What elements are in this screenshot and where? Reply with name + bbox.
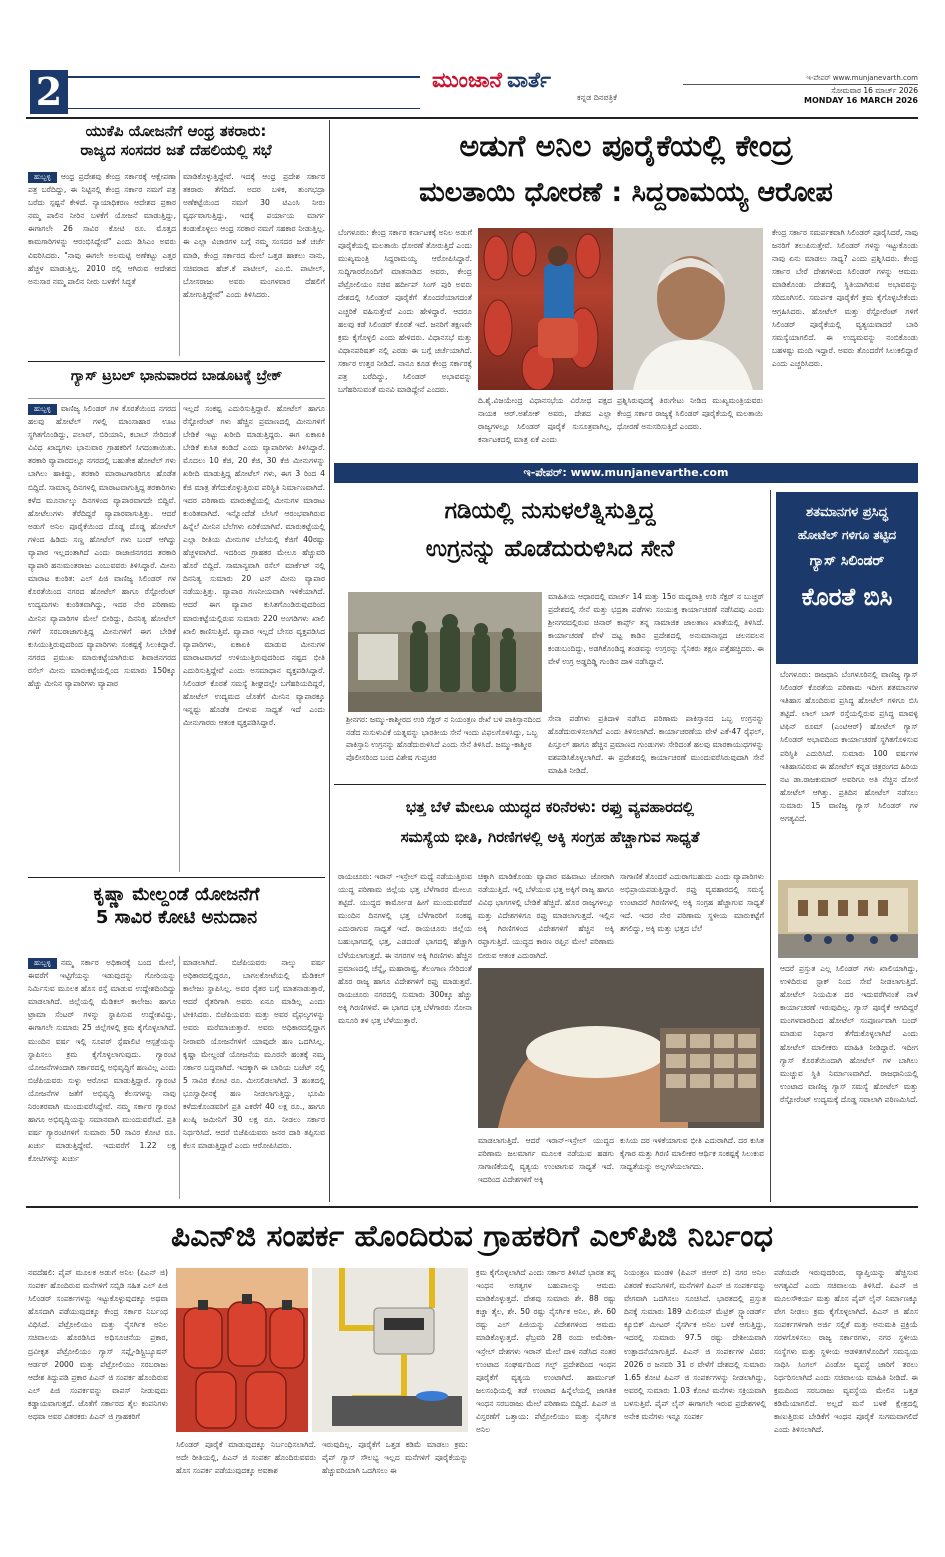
- story4-col2: ಕೇಂದ್ರ ಸರ್ಕಾರ ಸಮರ್ಪಕವಾಗಿ ಸಿಲಿಂಡರ್ ಪೂರೈಸಿದರೆ, ನಾವು ಜನರಿಗೆ ತಲುಪಿಸುತ್ತೇವೆ. ಸಿಲಿಂಡರ್ ಗಳನ್ನು ಇಟ್ಟುಕೊಂಡು ನಾವು ಏನು ಮಾಡಲು ಸಾಧ್ಯ? ಎಂದು ಪ್ರಶ್ನಿಸಿದರು. ಕೇಂದ್ರ ಸರ್ಕಾರ ಬೇರೆ ದೇಶಗಳಿಂದ ಸಿಲಿಂಡರ್ ಗಳನ್ನು ಆಮದು ಮಾಡಿಕೊಂಡು ದೇಶದಲ್ಲಿ ಸ್ಥಿತಿಯಾಗಿರುವ ಅಭಾವವನ್ನು ಸರಿದೂಗಿಸಲಿ. ಸಮರ್ಪಕ ಪೂರೈಕೆಗೆ ಕ್ರಮ ಕೈಗೊಳ್ಳಬೇಕೆಂದು ಆಗ್ರಹಿಸಿದರು. ಹೋಟೆಲ್ ಮತ್ತು ರೆಸ್ಟೋರೆಂಟ್ ಗಳಿಗೆ ಸಿಲಿಂಡರ್ ಪೂರೈಕೆಯಲ್ಲಿ ವ್ಯತ್ಯಯವಾದರೆ ಬಾರಿ ಸಮಸ್ಯೆಯಾಗಲಿದೆ. ಈ ಉದ್ಯಮವನ್ನು ನಂಬಿಕೊಂಡು ಬಹಳಷ್ಟು ಮಂದಿ ಇದ್ದಾರೆ. ಅವರು ತೊಂದರೆಗೆ ಸಿಲುಕಲಿದ್ದಾರೆ ಎಂದು ಎಚ್ಚರಿಸಿದರು.: [772, 228, 918, 368]
- lpg-photo: [478, 228, 613, 390]
- tagline: ಕನ್ನಡ ದಿನಪತ್ರಿಕೆ: [576, 93, 617, 102]
- epaper-url: ಇ-ಪೇಪರ್ www.munjanevarth.com: [683, 74, 918, 85]
- story8-col1: ನವದೆಹಲಿ: ಪೈಪ್ ಮೂಲಕ ಅಡುಗೆ ಅನಿಲ (ಪಿಎನ್ ಜಿ) ಸಂಪರ್ಕ ಹೊಂದಿರುವ ಮನೆಗಳಿಗೆ ಸಬ್ಸಿಡಿ ಸಹಿತ ಎಲ್ ಪಿಜಿ ಸಿಲಿಂಡರ್ ಸಂಪರ್ಕಗಳನ್ನು ಇಟ್ಟುಕೊಳ್ಳುವುದಕ್ಕೂ ಅಥವಾ ಹೊಸದಾಗಿ ಪಡೆಯುವುದಕ್ಕೂ ಕೇಂದ್ರ ಸರ್ಕಾರ ನಿರ್ಬಂಧ ವಿಧಿಸಿದೆ. ಪೆಟ್ರೋಲಿಯಂ ಮತ್ತು ನೈಸರ್ಗಿಕ ಅನಿಲ ಸಚಿವಾಲಯ ಹೊರಡಿಸಿದ ಅಧಿಸೂಚನೆಯ ಪ್ರಕಾರ, ದ್ರವೀಕೃತ ಪೆಟ್ರೋಲಿಯಂ ಗ್ಯಾಸ್ ಸಪ್ಲೈ-ಡಿಸ್ಟ್ರಿಬ್ಯೂಷನ್ ಆರ್ಡರ್ 2000 ಮತ್ತು ಪೆಟ್ರೋಲಿಯಂ ಸರಬರಾಜು ಆದೇಶ ತಿದ್ದುಪಡಿ ಪ್ರಕಾರ ಪಿಎನ್ ಜಿ ಸಂಪರ್ಕ ಹೊಂದಿರುವ ಎಲ್ ಪಿಜಿ ಸಂಪರ್ಕವನ್ನು ವಾಪಸ್ ನೀಡುವುದು ಕಡ್ಡಾಯವಾಗುತ್ತದೆ. ಜೊತೆಗೆ ಸರ್ಕಾರದ ತೈಲ ಕಂಪನಿಗಳು ಅಥವಾ ಅವರ ವಿತರಕರು ಪಿಎನ್ ಜಿ ಗ್ರಾಹಕರಿಗೆ: [28, 1268, 168, 1422]
- story3-col1: ಹುಬ್ಬಳ್ಳಿ ನಮ್ಮ ಸರ್ಕಾರ ಅಧಿಕಾರಕ್ಕೆ ಬಂದ ಮೇಲೆ, ಈವರೆಗೆ ಇಟ್ಟಿಗೆಯನ್ನು ಇಡುವುದನ್ನು ಗೋರಿಯನ್ನು ನಿರ್ಮಿಸುವ ಮೂಲಕ ಹೊಸ ರಸ್ತೆ ಮಾಡುವ ಉದ್ದೇಶದಿಂದಿದ್ದು ಮಾಡಲಾಗಿದೆ. ಜಿಲ್ಲೆಯಲ್ಲಿ ಮೆಡಿಕಲ್ ಕಾಲೇಜು ಹಾಗೂ ಟ್ರಾಮಾ ಸೆಂಟರ್ ಗಳನ್ನು ಸ್ಥಾಪಿಸುವ ಉದ್ದೇಶವಿದ್ದು, ಈಗಾಗಲೇ ಸುಮಾರು 25 ಜಿಲ್ಲೆಗಳಲ್ಲಿ ಕ್ರಮ ಕೈಗೊಳ್ಳಲಾಗಿದೆ. ಮುಂದಿನ ವರ್ಷ ಇಲ್ಲಿ ಸೂಪರ್ ಸ್ಪೆಷಾಲಿಟಿ ಆಸ್ಪತ್ರೆಯನ್ನು ಸ್ಥಾಪಿಸಲು ಕ್ರಮ ಕೈಗೊಳ್ಳಲಾಗುವುದು. ಗ್ಯಾರಂಟಿ ಯೋಜನೆಗಳಿಂದಾಗಿ ಸರ್ಕಾರದಲ್ಲಿ ಅಭಿವೃದ್ಧಿಗೆ ಹಣವಿಲ್ಲ ಎಂದು ಬಿಜೆಪಿಯವರು ಸುಳ್ಳು ಆರೋಪ ಮಾಡುತ್ತಿದ್ದಾರೆ. ಗ್ಯಾರಂಟಿ ಯೋಜನೆಗಳ ಜತೆಗೆ ಅಭಿವೃದ್ಧಿ ಕೆಲಸಗಳನ್ನು ನಾವು ನಿರಂತರವಾಗಿ ಮುಂದುವರೆಸಿದ್ದೇವೆ. ನಮ್ಮ ಸರ್ಕಾರ ಗ್ಯಾರಂಟಿ ಹಾಗೂ ಅಭಿವೃದ್ಧಿಯನ್ನು ಸಮಾನವಾಗಿ ಮುಂದುವರೆಸಿದೆ. ಪ್ರತಿ ವರ್ಷ ಗ್ಯಾರಂಟಿಗಳಿಗೆ ಸುಮಾರು 50 ಸಾವಿರ ಕೋಟಿ ರೂ. ಖರ್ಚು ಮಾಡುತ್ತಿದ್ದೇವೆ. ಇದುವರೆಗೆ 1.22 ಲಕ್ಷ ಕೋಟಿಗಳನ್ನು ಖರ್ಚು: [28, 958, 176, 1164]
- story2-headline: ಗ್ಯಾಸ್ ಟ್ರಬಲ್ ಭಾನುವಾರದ ಬಾಡೂಟಕ್ಕೆ ಬ್ರೇಕ್: [70, 368, 283, 384]
- story2-col2: ಇಲ್ಲದೆ ಸಂಕಷ್ಟ ಎದುರಿಸುತ್ತಿದ್ದಾರೆ. ಹೋಟೆಲ್ ಹಾಗೂ ರೆಸ್ಟೋರೆಂಟ್ ಗಳು ಹೆಚ್ಚಿನ ಪ್ರಮಾಣದಲ್ಲಿ ಮೀನುಗಳಿಗೆ ಬೇಡಿಕೆ ಇಟ್ಟು ಖರೀದಿ ಮಾಡುತ್ತಿದ್ದರು. ಈಗ ಏಕಾಏಕಿ ಬೇಡಿಕೆ ಕುಸಿತ ಕಂಡಿದೆ ಎಂದು ವ್ಯಾಪಾರಿಗಳು ತಿಳಿಸಿದ್ದಾರೆ. ಮೊದಲು 10 ಕೆಜಿ, 20 ಕೆಜಿ, 30 ಕೆಜಿ ಮೀನುಗಳನ್ನು ಖರೀದಿ ಮಾಡುತ್ತಿದ್ದ ಹೋಟೆಲ್ ಗಳು, ಈಗ 3 ರಿಂದ 4 ಕೆಜಿ ಮಾತ್ರ ತೆಗೆದುಕೊಳ್ಳುತ್ತಿರುವ ಪರಿಸ್ಥಿತಿ ನಿರ್ಮಾಣವಾಗಿದೆ. ಇದರ ಪರಿಣಾಮ ಮಾರುಕಟ್ಟೆಯಲ್ಲಿ ಮೀನುಗಳ ಮಾರಾಟ ಕುಂಠಿತವಾಗಿದೆ. ಇನ್ನೊಂದೆಡೆ ಬೇಸಿಗೆ ಆರಂಭವಾಗಿರುವ ಹಿನ್ನೆಲೆ ಮೀನಿನ ಬೆಲೆಗಳು ಏರಿಕೆಯಾಗಿವೆ. ಮಾರುಕಟ್ಟೆಯಲ್ಲಿ ಎಲ್ಲಾ ರೀತಿಯ ಮೀನುಗಳ ಬೆಲೆಯಲ್ಲಿ ಕೆಜಿಗೆ 40ರಷ್ಟು ಹೆಚ್ಚಳವಾಗಿದೆ. ಇದರಿಂದ ಗ್ರಾಹಕರ ಮೇಲೂ ಹೆಚ್ಚುವರಿ ಹೊರೆ ಬಿದ್ದಿದೆ. ಸಾಮಾನ್ಯವಾಗಿ ರಸೆಲ್ ಮಾರ್ಕೆಟ್ ನಲ್ಲಿ ದಿನನಿತ್ಯ ಸುಮಾರು 20 ಟನ್ ಮೀನು ವ್ಯಾಪಾರ ನಡೆಯುತ್ತಿತ್ತು. ವ್ಯಾಪಾರ ಗಣನೀಯವಾಗಿ ಇಳಿಕೆಯಾಗಿದೆ. ಆದರೆ ಈಗ ವ್ಯಾಪಾರ ಕುಸಿತಗೊಂಡಿರುವುದರಿಂದ ಮಾರುಕಟ್ಟೆಯಲ್ಲಿರುವ ಸುಮಾರು 220 ಅಂಗಡಿಗಳು ಖಾಲಿ ಖಾಲಿ ಕಾಣಿಸುತ್ತಿವೆ. ವ್ಯಾಪಾರ ಇಲ್ಲದೆ ಬೇಸರ ವ್ಯಕ್ತಪಡಿಸಿದ ವ್ಯಾಪಾರಿಗಳು, ಏಕಾಏಕಿ ಮಾಡುವ ಮೀನುಗಳ ಮಾರಾಟವಾಗದೆ ಉಳಿಯುತ್ತಿರುವುದರಿಂದ ನಷ್ಟದ ಭೀತಿ ಎದುರಿಸುತ್ತಿದ್ದೇವೆ ಎಂದು ಅಸಮಾಧಾನ ವ್ಯಕ್ತಪಡಿಸಿದ್ದಾರೆ. ಸಿಲಿಂಡರ್ ಕೊರತೆ ಸಮಸ್ಯೆ ಶೀಘ್ರದಲ್ಲೇ ಬಗೆಹರಿಯದಿದ್ದರೆ, ಹೋಟೆಲ್ ಉದ್ಯಮದ ಜೊತೆಗೆ ಮೀನಿನ ವ್ಯಾಪಾರಕ್ಕೂ ಇನ್ನಷ್ಟು ಹೊಡೆತ ಬೀಳುವ ಸಾಧ್ಯತೆ ಇದೆ ಎಂದು ಮೀನುಗಾರರು ಆತಂಕ ವ್ಯಕ್ತಪಡಿಸಿದ್ದಾರೆ.: [183, 404, 325, 728]
- dateline-tag: ಹುಬ್ಬಳ್ಳಿ: [28, 404, 57, 415]
- lpg-cylinders-photo: [176, 1268, 308, 1432]
- story7-headline-box: ಶತಮಾನಗಳ ಪ್ರಸಿದ್ಧ ಹೋಟೆಲ್ ಗಳಿಗೂ ತಟ್ಟಿದ ಗ್ಯಾಸ್ ಸಿಲಿಂಡರ್ ಕೊರತೆ ಬಿಸಿ: [776, 492, 918, 664]
- masthead-date-box: [683, 74, 918, 114]
- date-kannada: ಸೋಮವಾರ 16 ಮಾರ್ಚ್ 2026: [831, 86, 918, 95]
- story8-headline: ಪಿಎನ್‌ಜಿ ಸಂಪರ್ಕ ಹೊಂದಿರುವ ಗ್ರಾಹಕರಿಗೆ ಎಲ್‌ಪಿಜಿ ನಿರ್ಬಂಧ: [171, 1219, 773, 1254]
- date-english: MONDAY 16 MARCH 2026: [804, 96, 918, 105]
- epaper-bar: ಇ-ಪೇಪರ್: www.munjanevarthe.com: [334, 463, 918, 483]
- story7-text-bottom: ಆದರೆ ಪ್ರಸ್ತುತ ಎಲ್ಲ ಸಿಲಿಂಡರ್ ಗಳು ಖಾಲಿಯಾಗಿದ್ದು, ಉಳಿದಿರುವ ಸ್ಟಾಕ್ ನಿಂದ ಸೇವೆ ನೀಡಲಾಗುತ್ತಿದೆ. ಹೋಟೆಲ್ ನಿಯಮಿತ ದರ ಇದುವರೆಗಿನಂತೆ ನಾಳೆ ಕಾರ್ಯಾಚರಣೆ ಇರುವುದಿಲ್ಲ. ಗ್ಯಾಸ್ ಪೂರೈಕೆ ಆಗದಿದ್ದರೆ ಮಂಗಳವಾರದಿಂದ ಹೋಟೆಲ್ ಸಂಪೂರ್ಣವಾಗಿ ಬಂದ್ ಮಾಡುವ ನಿರ್ಧಾರ ತೆಗೆದುಕೊಳ್ಳಲಾಗಿದೆ ಎಂದು ಹೋಟೆಲ್ ಮಾಲೀಕರು ಮಾಹಿತಿ ನೀಡಿದ್ದಾರೆ. ಇದೀಗ ಗ್ಯಾಸ್ ಕೊರತೆಯಿಂದಾಗಿ ಹೋಟೆಲ್ ಗಳ ಬಾಗಿಲು ಮುಚ್ಚುವ ಸ್ಥಿತಿ ನಿರ್ಮಾಣವಾಗಿದೆ. ರಾಜಧಾನಿಯಲ್ಲಿ ಉಂಟಾದ ವಾಣಿಜ್ಯ ಗ್ಯಾಸ್ ಸಮಸ್ಯೆ ಹೋಟೆಲ್ ಮತ್ತು ರೆಸ್ಟೋರೆಂಟ್ ಉದ್ಯಮಕ್ಕೆ ದೊಡ್ಡ ಸವಾಲಾಗಿ ಪರಿಣಮಿಸಿದೆ.: [780, 964, 918, 1104]
- dateline-tag: ಹುಬ್ಬಳ್ಳಿ: [28, 958, 57, 969]
- story6-col2: ಚಿಕ್ಕಾಗಿ ಮಾಡಿಕೊಂಡು ವ್ಯಾಪಾರ ವಹಿವಾಟು ಜೋರಾಗಿ ನಡೆಯುತ್ತಿದೆ. ಇಲ್ಲಿ ಬೆಳೆಯುವ ಭತ್ತ ಅಕ್ಕಿಗೆ ರಾಜ್ಯ ಹಾಗೂ ವಿವಿಧ ಭಾಗಗಳಲ್ಲಿ ಬೇಡಿಕೆ ಹೆಚ್ಚಿದೆ. ಹೊರ ರಾಜ್ಯಗಳಲ್ಲೂ ಮತ್ತು ವಿದೇಶಗಳಿಗೂ ರಫ್ತು ಮಾಡಲಾಗುತ್ತದೆ. ಇಲ್ಲಿನ ಅಕ್ಕಿ ಗಿರಣಿಗಳಿಂದ ವಿದೇಶಗಳಿಗೆ ಹೆಚ್ಚಿನ ಅಕ್ಕಿ ರಫ್ತಾಗುತ್ತಿದೆ. ಯುದ್ಧದ ಕಾರಣ ರಫ್ತಿನ ಮೇಲೆ ಪರಿಣಾಮ ಬೀರುವ ಆತಂಕ ಎದುರಾಗಿದೆ.: [478, 872, 614, 960]
- story4-bottom-right: ಪ್ರಶ್ನಿಸಿರುವುದಕ್ಕೆ ತಿರುಗೇಟು ನೀಡಿದ ಮುಖ್ಯಮಂತ್ರಿಯವರು ಕೇಂದ್ರ ಸರ್ಕಾರ ರಾಜ್ಯಕ್ಕೆ ಸಿಲಿಂಡರ್ ಪೂರೈಕೆಯಲ್ಲಿ ಮಲತಾಯಿ ಧೋರಣೆ ಅನುಸರಿಸುತ್ತಿದೆ ಎಂದರು.: [617, 396, 763, 432]
- masthead-logo: [432, 68, 652, 118]
- story5-text-bottom: ಸೇನಾ ಪಡೆಗಳು ಪ್ರತಿದಾಳಿ ನಡೆಸಿದ ಪರಿಣಾಮ ಪಾಕಿಸ್ತಾನದ ಒಬ್ಬ ಉಗ್ರನನ್ನು ಹೊಡೆದುರುಳಿಸಲಾಗಿದೆ ಎಂದು ತಿಳಿಸಲಾಗಿದೆ. ಕಾರ್ಯಾಚರಣೆಯ ವೇಳೆ ಎಕೆ-47 ರೈಫಲ್, ಪಿಸ್ತೂಲ್ ಹಾಗೂ ಹೆಚ್ಚಿನ ಪ್ರಮಾಣದ ಗುಂಡುಗಳು ಸೇರಿದಂತೆ ಹಲವು ಮಾರಕಾಯುಧಗಳನ್ನು ವಶಪಡಿಸಿಕೊಳ್ಳಲಾಗಿದೆ. ಈ ಪ್ರದೇಶದಲ್ಲಿ ಕಾರ್ಯಾಚರಣೆ ಮುಂದುವರೆಸಿರುವುದಾಗಿ ಸೇನೆ ಮಾಹಿತಿ ನೀಡಿದೆ.: [548, 714, 764, 776]
- chief-minister-photo: [613, 228, 763, 390]
- story5-headline: ಗಡಿಯಲ್ಲಿ ನುಸುಳಲೆತ್ನಿಸುತ್ತಿದ್ದ ಉಗ್ರನನ್ನು ಹೊಡೆದುರುಳಿಸಿದ ಸೇನೆ: [425, 498, 675, 562]
- paper-name-2: ವಾರ್ತೆ: [507, 68, 551, 92]
- story1-col1: ಹುಬ್ಬಳ್ಳಿ ಆಂಧ್ರ ಪ್ರದೇಶವು ಕೇಂದ್ರ ಸರ್ಕಾರಕ್ಕೆ ಆಕ್ಷೇಪಣಾ ಪತ್ರ ಬರೆದಿದ್ದು, ಈ ನಿಟ್ಟಿನಲ್ಲಿ ಕೇಂದ್ರ ಸರ್ಕಾರ ನಮಗೆ ಪತ್ರ ಬರೆದು ಸ್ಪಷ್ಟನೆ ಕೇಳಿದೆ. ನ್ಯಾಯಾಧಿಕರಣ ಆದೇಶದ ಪ್ರಕಾರ ನಮ್ಮ ಪಾಲಿನ ನೀರಿನ ಬಳಕೆಗೆ ಯೋಜನೆ ಮಾಡುತ್ತಿದ್ದು, ಈಗಾಗಲೇ 26 ಸಾವಿರ ಕೋಟಿ ರೂ. ಮೊತ್ತದ ಕಾಮಗಾರಿಗಳನ್ನು ಆರಂಭಿಸಿದ್ದೇವೆ" ಎಂದು ಡಿಸಿಎಂ ಅವರು ವಿವರಿಸಿದರು. "ನಾವು ಈಗಲೇ ಅಲಮಟ್ಟಿ ಅಣೆಕಟ್ಟು ಎತ್ತರ ಹೆಚ್ಚಳ ಮಾಡುತ್ತಿಲ್ಲ. 2010 ರಲ್ಲಿ ಆಗಿರುವ ಆದೇಶದ ಅನುಸಾರ ನಮ್ಮ ಪಾಲಿನ ನೀರು ಬಳಕೆಗೆ ಸಿದ್ಧತೆ: [28, 172, 176, 286]
- paper-name-1: ಮುಂಜಾನೆ: [432, 68, 502, 92]
- story6-bottom-a: ಮಾಡಲಾಗುತ್ತಿದೆ. ಆದರೆ ಇರಾನ್-ಇಸ್ರೇಲ್ ಯುದ್ಧದ ಪರಿಣಾಮ ಜಲಮಾರ್ಗ ಮೂಲಕ ನಡೆಯುವ ಹಡಗು ಸಾಗಾಣಿಕೆಯಲ್ಲಿ ವ್ಯತ್ಯಯ ಉಂಟಾಗುವ ಸಾಧ್ಯತೆ ಇದೆ. ಇದರಿಂದ ವಿದೇಶಗಳಿಗೆ ಅಕ್ಕಿ: [478, 1136, 614, 1185]
- rice-photo: [478, 968, 764, 1128]
- story1-col2: ಮಾಡಿಕೊಳ್ಳುತ್ತಿದ್ದೇವೆ. ಇದಕ್ಕೆ ಆಂಧ್ರ ಪ್ರದೇಶ ಸರ್ಕಾರ ತಕರಾರು ತೆಗೆದಿದೆ. ಅದರ ಬಳಿಕ, ತುಂಗಭದ್ರಾ ಅಣೆಕಟ್ಟೆಯಿಂದ ನಮಗೆ 30 ಟಿಎಂಸಿ ನೀರು ವ್ಯರ್ಥವಾಗುತ್ತಿದ್ದು, ಇದಕ್ಕೆ ಪರ್ಯಾಯ ಮಾರ್ಗ ಕಂಡುಕೊಳ್ಳಲು ಆಂಧ್ರ ಸರಕಾರ ನಮಗೆ ಸಹಕಾರ ನೀಡುತ್ತಿಲ್ಲ. ಈ ಎಲ್ಲಾ ವಿಚಾರಗಳ ಬಗ್ಗೆ ನಮ್ಮ ಸಂಸದರ ಜತೆ ಚರ್ಚೆ ಮಾಡಿ, ಕೇಂದ್ರ ಸರ್ಕಾರದ ಮೇಲೆ ಒತ್ತಡ ಹಾಕಲು ನಾನು, ಸಚಿವರಾದ ಹೆಚ್.ಕೆ ಪಾಟೀಲ್, ಎಂ.ಬಿ. ಪಾಟೀಲ್, ಬೋಸರಾಜು ಅವರು ಮಂಗಳವಾರ ದೆಹಲಿಗೆ ಹೋಗುತ್ತಿದ್ದೇವೆ" ಎಂದು ತಿಳಿಸಿದರು.: [183, 172, 325, 299]
- story8-mid-text2: ಇರುವುದಿಲ್ಲ. ಪೂರೈಕೆಗೆ ಒತ್ತಡ ಕಡಿಮೆ ಮಾಡಲು ಕ್ರಮ: ಪೈಪ್ ಗ್ಯಾಸ್ ಸೌಲಭ್ಯ ಇಲ್ಲದ ಮನೆಗಳಿಗೆ ಪೂರೈಕೆಯನ್ನು ಹೆಚ್ಚುವರಿಯಾಗಿ ಒದಗಿಸಲು ಈ: [322, 1440, 468, 1476]
- hotel-photo: [778, 880, 918, 958]
- story6-bottom-b: ಕುಸಿಯ ದರ ಇಳಿಕೆಯಾಗುವ ಭೀತಿ ಎದುರಾಗಿದೆ. ದರ ಕುಸಿತ ಕೈಗಾರ ಮತ್ತು ಗಿರಣಿ ಮಾಲೀಕರ ಆರ್ಥಿಕ ಸಂಕಷ್ಟಕ್ಕೆ ಸಿಲುಕುವ ಸಾಧ್ಯತೆಯನ್ನು ಅಲ್ಲಗಳೆಯಲಾಗದು.: [620, 1136, 764, 1172]
- story6-col3: ಸಾಗಾಣಿಕೆ ತೊಂದರೆ ಎದುರಾಗಬಹುದು ಎಂದು ವ್ಯಾಪಾರಿಗಳು ಅಭಿಪ್ರಾಯಪಡುತ್ತಿದ್ದಾರೆ. ರಫ್ತು ವ್ಯವಹಾರದಲ್ಲಿ ಸಮಸ್ಯೆ ಉಂಟಾದರೆ ಗಿರಣಿಗಳಲ್ಲಿ ಅಕ್ಕಿ ಸಂಗ್ರಹ ಹೆಚ್ಚಾಗುವ ಸಾಧ್ಯತೆ ಇದೆ. ಇದರ ನೇರ ಪರಿಣಾಮ ಸ್ಥಳೀಯ ಮಾರುಕಟ್ಟೆಗೆ ತಗಲಿದ್ದು, ಅಕ್ಕಿ ಮತ್ತು ಭತ್ತದ ಬೆಲೆ: [620, 872, 764, 934]
- page-number: 2: [35, 69, 63, 114]
- story8-mid-text: ಸಿಲಿಂಡರ್ ಪೂರೈಕೆ ಮಾಡುವುದಕ್ಕೂ ನಿರ್ಬಂಧಿಸಲಾಗಿದೆ. ಅದೇ ರೀತಿಯಲ್ಲಿ, ಪಿಎನ್ ಜಿ ಸಂಪರ್ಕ ಹೊಂದಿರುವವರು ಹೊಸ ಸಂಪರ್ಕ ಪಡೆಯುವುದಕ್ಕೂ ಅವಕಾಶ: [176, 1440, 316, 1476]
- story4-col1: ಬೆಂಗಳೂರು: ಕೇಂದ್ರ ಸರ್ಕಾರ ಕರ್ನಾಟಕಕ್ಕೆ ಅನಿಲ ಅಡುಗೆ ಪೂರೈಕೆಯಲ್ಲಿ ಮಲತಾಯಿ ಧೋರಣೆ ತೋರುತ್ತಿದೆ ಎಂದು ಮುಖ್ಯಮಂತ್ರಿ ಸಿದ್ದರಾಮಯ್ಯ ಆರೋಪಿಸಿದ್ದಾರೆ. ಸುದ್ದಿಗಾರರೊಂದಿಗೆ ಮಾತನಾಡಿದ ಅವರು, ಕೇಂದ್ರ ಪೆಟ್ರೋಲಿಯಂ ಸಚಿವ ಹರ್ದೀಪ್ ಸಿಂಗ್ ಪುರಿ ಅವರು ದೇಶದಲ್ಲಿ ಸಿಲಿಂಡರ್ ಪೂರೈಕೆಗೆ ತೊಂದರೆಯಾಗದಂತೆ ಎಚ್ಚರಿಕೆ ವಹಿಸುತ್ತೇವೆ ಎಂದು ಹೇಳಿದ್ದಾರೆ. ಆದರೂ ಹಲವು ಕಡೆ ಸಿಲಿಂಡರ್ ಕೊರತೆ ಇದೆ. ಜನರಿಗೆ ತಕ್ಷಣವೇ ಕ್ರಮ ಕೈಗೊಳ್ಳಲಿ ಎಂದು ಹೇಳಿದರು. ವಿಧಾನಸಭೆ ಮತ್ತು ವಿಧಾನಪರಿಷತ್ ನಲ್ಲಿ ಎರಡು ಈ ಬಗ್ಗೆ ಚರ್ಚೆಯಾಗಿದೆ. ಸರ್ಕಾರ ಉತ್ತರ ನೀಡಿದೆ. ನಾನೂ ಕೂಡ ಕೇಂದ್ರ ಸರ್ಕಾರಕ್ಕೆ ಪತ್ರ ಬರೆದಿದ್ದು, ಸಿಲಿಂಡರ್ ಅಭಾವವನ್ನು ಬಗೆಹರಿಸುವಂತೆ ಮನವಿ ಮಾಡಿದ್ದೇನೆ ಎಂದರು.: [338, 228, 472, 395]
- story4-headline: ಅಡುಗೆ ಅನಿಲ ಪೂರೈಕೆಯಲ್ಲಿ ಕೇಂದ್ರ ಮಲತಾಯಿ ಧೋರಣೆ : ಸಿದ್ದರಾಮಯ್ಯ ಆರೋಪ: [419, 129, 833, 208]
- story7-text-top: ಬೆಂಗಳೂರು: ರಾಜಧಾನಿ ಬೆಂಗಳೂರಿನಲ್ಲಿ ವಾಣಿಜ್ಯ ಗ್ಯಾಸ್ ಸಿಲಿಂಡರ್ ಕೊರತೆಯ ಪರಿಣಾಮ ಇದೀಗ ಶತಮಾನಗಳ ಇತಿಹಾಸ ಹೊಂದಿರುವ ಪ್ರಸಿದ್ಧ ಹೋಟೆಲ್ ಗಳಿಗೂ ಬಿಸಿ ತಟ್ಟಿದೆ. ಲಾಲ್ ಬಾಗ್ ರಸ್ತೆಯಲ್ಲಿರುವ ಪ್ರಸಿದ್ಧ ಮಾವಳ್ಳಿ ಟಿಫಿನ್ ರೂಮ್ (ಎಂಟಿಆರ್) ಹೋಟೆಲ್ ಗ್ಯಾಸ್ ಸಿಲಿಂಡರ್ ಅಭಾವದಿಂದ ಕಾರ್ಯಾಚರಣೆ ಸ್ಥಗಿತಗೊಳಿಸುವ ಪರಿಸ್ಥಿತಿ ಎದುರಿಸಿದೆ. ಸುಮಾರು 100 ವರ್ಷಗಳ ಇತಿಹಾಸವಿರುವ ಈ ಹೋಟೆಲ್ ಕನ್ನಡ ಚಿತ್ರರಂಗದ ಹಿರಿಯ ನಟ ಡಾ.ರಾಜಕುಮಾರ್ ಅವರಿಗೂ ಅತಿ ನೆಚ್ಚಿನ ದೋಸೆ ಹೋಟೆಲ್ ಆಗಿತ್ತು. ಪ್ರತಿದಿನ ಹೋಟೆಲ್ ನಡೆಸಲು ಸುಮಾರು 15 ವಾಣಿಜ್ಯ ಗ್ಯಾಸ್ ಸಿಲಿಂಡರ್ ಗಳ ಅಗತ್ಯವಿದೆ.: [780, 670, 918, 824]
- story2-col1: ಹುಬ್ಬಳ್ಳಿ ವಾಣಿಜ್ಯ ಸಿಲಿಂಡರ್ ಗಳ ಕೊರತೆಯಿಂದ ನಗರದ ಹಲವು ಹೋಟೆಲ್ ಗಳಲ್ಲಿ ಮಾಂಸಾಹಾರ ಊಟ ಸ್ಥಗಿತಗೊಂಡಿದ್ದು, ಪಲಾವ್, ಬಿರಿಯಾನಿ, ಕಬಾಬ್ ಸೇರಿದಂತೆ ವಿವಿಧ ಖಾದ್ಯಗಳು ಭಾನುವಾರ ಗ್ರಾಹಕರಿಗೆ ಸಿಗದಂತಾಯಿತು. ತರಕಾರಿ ವ್ಯಾಪಾರದಲ್ಲೂ ನಗರದಲ್ಲಿ ಬಹುತೇಕ ಹೋಟೆಲ್ ಗಳು ಬಾಗಿಲು ಹಾಕಿದ್ದು, ತರಕಾರಿ ಮಾರಾಟಗಾರರಿಗೂ ಹೊಡೆತ ಬಿದ್ದಿದೆ. ಸಾಮಾನ್ಯ ದಿನಗಳಲ್ಲಿ ಮಾರಾಟವಾಗುತ್ತಿದ್ದ ತರಕಾರಿಗಳು ಕಳೆದ ಮೂರ್ನಾಲ್ಕು ದಿನಗಳಿಂದ ವ್ಯಾಪಾರವಾಗದೇ ಬಿದ್ದಿವೆ. ಹೋಟೆಲುಗಳು ತೆರೆದಿದ್ದರೆ ವ್ಯಾಪಾರವಾಗುತ್ತಿತ್ತು. ಆದರೆ ಅಡುಗೆ ಅನಿಲ ಪೂರೈಕೆಯಿಂದ ದೊಡ್ಡ ದೊಡ್ಡ ಹೋಟೆಲ್ ಗಳಿಂದ ಹಿಡಿದು ಸಣ್ಣ ಹೋಟೆಲ್ ಗಳು ಬಂದ್ ಆಗಿದ್ದು ವ್ಯಾಪಾರ ಇಲ್ಲದಂತಾಗಿದೆ ಎಂದು ರಾಜಾಜಿನಗರದ ತರಕಾರಿ ವ್ಯಾಪಾರಿ ಹನುಮಂತರಾಜು ಎಂಬುವವರು ತಿಳಿಸಿದ್ದಾರೆ. ಮೀನು ಮಾರಾಟ ಕುಂಠಿತ: ಎಲ್ ಪಿಜಿ ವಾಣಿಜ್ಯ ಸಿಲಿಂಡರ್ ಗಳ ಕೊರತೆಯಿಂದ ನಗರದ ಹೋಟೆಲ್ ಹಾಗೂ ರೆಸ್ಟೋರೆಂಟ್ ಉದ್ಯಮಗಳು ಕುಂಠಿತವಾಗಿದ್ದು, ಇದರ ನೇರ ಪರಿಣಾಮ ಮೀನಿನ ವ್ಯಾಪಾರಿಗಳ ಮೇಲೆ ಬೀರಿದ್ದು, ದಿನನಿತ್ಯ ಹೋಟೆಲ್ ಗಳಿಗೆ ಸರಬರಾಜಾಗುತ್ತಿದ್ದ ಮೀನುಗಳಿಗೆ ಈಗ ಬೇಡಿಕೆ ಕುಸಿಯುತ್ತಿರುವುದರಿಂದ ವ್ಯಾಪಾರಿಗಳು ಸಂಕಷ್ಟಕ್ಕೆ ಸಿಲುಕಿದ್ದಾರೆ. ನಗರದ ಪ್ರಮುಖ ಮಾರುಕಟ್ಟೆಯಾಗಿರುವ ಶಿವಾಜಿನಗರದ ರಸೆಲ್ ಮೀನು ಮಾರುಕಟ್ಟೆಯಲ್ಲಿಂದ ಸುಮಾರು 150ಕ್ಕೂ ಹೆಚ್ಚು ಮೀನಿನ ವ್ಯಾಪಾರಿಗಳು ವ್ಯಾಪಾರ: [28, 404, 176, 688]
- story8-col3: ಕ್ರಮ ಕೈಗೊಳ್ಳಲಾಗಿದೆ ಎಂದು ಸರ್ಕಾರ ತಿಳಿಸಿದೆ ಭಾರತ ತನ್ನ ಇಂಧನ ಅಗತ್ಯಗಳ ಬಹುಪಾಲನ್ನು ಆಮದು ಮಾಡಿಕೊಳ್ಳುತ್ತದೆ. ದೇಶವು ಸುಮಾರು ಶೇ. 88 ರಷ್ಟು ಕಚ್ಚಾ ತೈಲ, ಶೇ. 50 ರಷ್ಟು ನೈಸರ್ಗಿಕ ಅನಿಲ, ಶೇ. 60 ರಷ್ಟು ಎಲ್ ಪಿಜಿಯನ್ನು ವಿದೇಶಗಳಿಂದ ಆಮದು ಮಾಡಿಕೊಳ್ಳುತ್ತದೆ. ಫೆಬ್ರವರಿ 28 ರಂದು ಅಮೆರಿಕಾ-ಇಸ್ರೇಲ್ ದೇಶಗಳು ಇರಾನ್ ಮೇಲೆ ದಾಳಿ ನಡೆಸಿದ ನಂತರ ಉಂಟಾದ ಸಂಘರ್ಷದಿಂದ ಗಲ್ಫ್ ಪ್ರದೇಶದಿಂದ ಇಂಧನ ಪೂರೈಕೆಗೆ ವ್ಯತ್ಯಯ ಉಂಟಾಗಿದೆ. ಹಾರ್ಮುಜ್ ಜಲಸಂಧಿಯಲ್ಲಿ ತಡೆ ಉಂಟಾದ ಹಿನ್ನೆಲೆಯಲ್ಲಿ ಜಾಗತಿಕ ಇಂಧನ ಸರಬರಾಜು ಮೇಲೆ ಪರಿಣಾಮ ಬಿದ್ದಿದೆ. ಪಿಎನ್ ಜಿ ವಿಸ್ತರಣೆಗೆ ಒತ್ತಾಯ: ಪೆಟ್ರೋಲಿಯಂ ಮತ್ತು ನೈಸರ್ಗಿಕ ಅನಿಲ: [476, 1268, 616, 1435]
- soldiers-photo: [348, 592, 542, 712]
- dateline-tag: ಹುಬ್ಬಳ್ಳಿ: [28, 172, 57, 183]
- story8-col4: ನಿಯಂತ್ರಣ ಮಂಡಳಿ (ಪಿಎನ್ ಜಿಆರ್ ಬಿ) ನಗರ ಅನಿಲ ವಿತರಣೆ ಕಂಪನಿಗಳಿಗೆ, ಮನೆಗಳಿಗೆ ಪಿಎನ್ ಜಿ ಸಂಪರ್ಕವನ್ನು ವೇಗವಾಗಿ ಒದಗಿಸಲು ಸೂಚಿಸಿದೆ. ಭಾರತದಲ್ಲಿ ಪ್ರಸ್ತುತ ದಿನಕ್ಕೆ ಸುಮಾರು 189 ಮಿಲಿಯನ್ ಮೆಟ್ರಿಕ್ ಸ್ಟ್ಯಾಂಡರ್ಡ್ ಕ್ಯೂಬಿಕ್ ಮೀಟರ್ ನೈಸರ್ಗಿಕ ಅನಿಲ ಬಳಕೆ ಆಗುತ್ತಿದ್ದು, ಇದರಲ್ಲಿ ಸುಮಾರು 97.5 ರಷ್ಟು ದೇಶೀಯವಾಗಿ ಉತ್ಪಾದನೆಯಾಗುತ್ತಿದೆ. ಪಿಎನ್ ಜಿ ಸಂಪರ್ಕಗಳ ವಿವರ: 2026 ರ ಜನವರಿ 31 ರ ವೇಳೆಗೆ ದೇಶದಲ್ಲಿ ಸುಮಾರು 1.65 ಕೋಟಿ ಪಿಎನ್ ಜಿ ಸಂಪರ್ಕಗಳನ್ನು ನೀಡಲಾಗಿದ್ದು, ಅವರಲ್ಲಿ ಸುಮಾರು 1.03 ಕೋಟಿ ಮನೆಗಳು ಸಕ್ರಿಯವಾಗಿ ಬಳಸುತ್ತಿವೆ. ಪೈಪ್ ಲೈನ್ ಈಗಾಗಲೇ ಇರುವ ಪ್ರದೇಶಗಳಲ್ಲಿ ಅನೇಕ ಮನೆಗಳು ಇನ್ನೂ ಸಂಪರ್ಕ: [624, 1268, 766, 1422]
- gas-meter-photo: [312, 1268, 468, 1432]
- story8-col5: ಪಡೆಯದೇ ಇರುವುದರಿಂದ, ವ್ಯಾಪ್ತಿಯನ್ನು ಹೆಚ್ಚಿಸುವ ಅಗತ್ಯವಿದೆ ಎಂದು ಸಚಿವಾಲಯ ತಿಳಿಸಿದೆ. ಪಿಎನ್ ಜಿ ಮೂಲಸೌಕರ್ಯ ಮತ್ತು ಹೊಸ ಪೈಪ್ ಲೈನ್ ನಿರ್ಮಾಣಕ್ಕೂ ವೇಗ ನೀಡಲು ಕ್ರಮ ಕೈಗೊಳ್ಳಲಾಗಿದೆ. ಪಿಎನ್ ಜಿ ಹೊಸ ಸಂಪರ್ಕಗಳಿಗಾಗಿ ಅರ್ಜಿ ಸಲ್ಲಿಕೆ ಮತ್ತು ಅನುಮತಿ ಪ್ರಕ್ರಿಯೆ ಸರಳಗೊಳಿಸಲು ರಾಜ್ಯ ಸರ್ಕಾರಗಳು, ನಗರ ಸ್ಥಳೀಯ ಸಂಸ್ಥೆಗಳು ಮತ್ತು ಸ್ಥಳೀಯ ಆಡಳಿತಗಳೊಂದಿಗೆ ಸಮನ್ವಯ ಸಾಧಿಸಿ ಸಿಂಗಲ್ ವಿಂಡೋ ವ್ಯವಸ್ಥೆ ಜಾರಿಗೆ ತರಲು ನಿರ್ಧರಿಸಲಾಗಿದೆ ಎಂದು ಸಚಿವಾಲಯ ಮಾಹಿತಿ ನೀಡಿದೆ. ಈ ಕ್ರಮದಿಂದ ಸರಬರಾಜು ವ್ಯವಸ್ಥೆಯ ಮೇಲಿನ ಒತ್ತಡ ಕಡಿಮೆಯಾಗಲಿದೆ. ಅಲ್ಲದೆ ಮನೆ ಬಳಕೆ ಕ್ಷೇತ್ರದಲ್ಲಿ ಕಾಣುತ್ತಿರುವ ಬೇಡಿಕೆಗೆ ಇಂಧನ ಪೂರೈಕೆ ಸುಗಮವಾಗಲಿದೆ ಎಂದು ತಿಳಿಸಲಾಗಿದೆ.: [774, 1268, 918, 1435]
- story6-col1: ರಾಯಚೂರು: ಇರಾನ್ -ಇಸ್ರೇಲ್ ಮಧ್ಯೆ ನಡೆಯುತ್ತಿರುವ ಯುದ್ಧ ಪರಿಣಾಮ ಜಿಲ್ಲೆಯ ಭತ್ತ ಬೆಳೆಗಾರರ ಮೇಲೂ ತಟ್ಟಿದೆ. ಯುದ್ಧದ ಕಾರ್ಮೋಡ ಹೀಗೆ ಮುಂದುವರೆದರೆ ಮುಂದಿನ ದಿನಗಳಲ್ಲಿ ಭತ್ತ ಬೆಳೆಗಾರರಿಗೆ ಸಂಕಷ್ಟ ಎದುರಾಗುವ ಸಾಧ್ಯತೆ ಇದೆ. ರಾಯಚೂರು ಜಿಲ್ಲೆಯ ಬಹುಭಾಗದಲ್ಲಿ ಭತ್ತ, ಎಡದಂಡೆ ಭಾಗದಲ್ಲಿ ಹೆಚ್ಚಾಗಿ ಬೆಳೆಯಲಾಗುತ್ತದೆ. ಈ ನಗರಗಳ ಅಕ್ಕಿ ಗಿರಣಿಗಳು ಹೆಚ್ಚಿನ ಪ್ರಮಾಣದಲ್ಲಿ ಚೆನ್ನೈ, ಮಹಾರಾಷ್ಟ್ರ, ತೆಲಂಗಾಣ ಸೇರಿದಂತೆ ಹೊರ ರಾಜ್ಯ ಹಾಗೂ ವಿದೇಶಗಳಿಗೆ ರಫ್ತು ಮಾಡುತ್ತವೆ. ರಾಯಚೂರು ನಗರದಲ್ಲಿ ಸುಮಾರು 300ಕ್ಕೂ ಹೆಚ್ಚು ಅಕ್ಕಿ ಗಿರಣಿಗಳಿವೆ. ಈ ಭಾಗದ ಭತ್ತ ಬೆಳೆಗಾರರು ಸೋನಾ ಮಸೂರಿ ತಳಿ ಭತ್ತ ಬೆಳೆಯುತ್ತಾರೆ.: [338, 872, 472, 1026]
- story6-headline: ಭತ್ತ ಬೆಳೆ ಮೇಲೂ ಯುದ್ಧದ ಕರಿನೆರಳು: ರಫ್ತು ವ್ಯವಹಾರದಲ್ಲಿ ಸಮಸ್ಯೆಯ ಭೀತಿ, ಗಿರಣಿಗಳಲ್ಲಿ ಅಕ್ಕಿ ಸಂಗ್ರಹ ಹೆಚ್ಚಾಗುವ ಸಾಧ್ಯತೆ: [400, 798, 700, 846]
- story3-headline: ಕೃಷ್ಣಾ ಮೇಲ್ದಂಡೆ ಯೋಜನೆಗೆ 5 ಸಾವಿರ ಕೋಟಿ ಅನುದಾನ: [93, 884, 260, 928]
- story1-headline: ಯುಕೆಪಿ ಯೋಜನೆಗೆ ಆಂಧ್ರ ತಕರಾರು: ರಾಜ್ಯದ ಸಂಸದರ ಜತೆ ದೆಹಲಿಯಲ್ಲಿ ಸಭೆ: [80, 122, 272, 159]
- page-number-box: [30, 70, 68, 114]
- story5-photo-caption: ಶ್ರೀನಗರ: ಜಮ್ಮು-ಕಾಶ್ಮೀರದ ಉರಿ ಸೆಕ್ಟರ್ ನ ನಿಯಂತ್ರಣ ರೇಖೆ ಬಳಿ ಪಾಕಿಸ್ತಾನದಿಂದ ನಡೆದ ನುಸುಳುವಿಕೆ ಯತ್ನವನ್ನು ಭಾರತೀಯ ಸೇನೆ ಇಂದು ವಿಫಲಗೊಳಿಸಿದ್ದು, ಒಬ್ಬ ಪಾಕಿಸ್ತಾನಿ ಉಗ್ರನನ್ನು ಹೊಡೆದುರುಳಿಸಿದೆ ಎಂದು ಸೇನೆ ತಿಳಿಸಿದೆ. ಜಮ್ಮು-ಕಾಶ್ಮೀರ ಪೊಲೀಸರಿಂದ ಬಂದ ವಿಶೇಷ ಗುಪ್ತಚರ: [346, 715, 541, 762]
- story3-col2: ಮಾಡಲಾಗಿದೆ. ಬಿಜೆಪಿಯವರು ನಾಲ್ಕು ವರ್ಷ ಅಧಿಕಾರದಲ್ಲಿದ್ದರೂ, ಬಾಗಲಕೋಟೆಯಲ್ಲಿ ಮೆಡಿಕಲ್ ಕಾಲೇಜು ಸ್ಥಾಪಿಸಿಲ್ಲ. ಅವರ ರೈತರ ಬಗ್ಗೆ ಮಾತನಾಡುತ್ತಾರೆ, ಆದರೆ ರೈತರಿಗಾಗಿ ಅವರು ಏನೂ ಮಾಡಿಲ್ಲ ಎಂದು ಟೀಕಿಸಿದರು. ಬಿಜೆಪಿಯವರು ಮತ್ತು ಅವರ ವೈಫಲ್ಯಗಳನ್ನು ಅವರು ಮರೆಮಾಚುತ್ತಾರೆ. ಅವರು ಅಧಿಕಾರದಲ್ಲಿದ್ದಾಗ ನೀರಾವರಿ ಯೋಜನೆಗಳಿಗೆ ಯಾವುದೇ ಹಣ ಒದಗಿಸಿಲ್ಲ. ಕೃಷ್ಣಾ ಮೇಲ್ದಂಡೆ ಯೋಜನೆಯ ಮೂರನೇ ಹಂತಕ್ಕೆ ನಮ್ಮ ಸರ್ಕಾರ ಬದ್ಧವಾಗಿದೆ. ಇದಕ್ಕಾಗಿ ಈ ಬಾರಿಯ ಬಜೆಟ್ ನಲ್ಲಿ 5 ಸಾವಿರ ಕೋಟಿ ರೂ. ಮೀಸಲಿಡಲಾಗಿದೆ. 3 ಹಂತದಲ್ಲಿ ಭೂಸ್ವಾಧೀನಕ್ಕೆ ಹಣ ನೀಡಲಾಗುತ್ತಿದ್ದು, ಭೂಮಿ ಕಳೆದುಕೊಂಡವರಿಗೆ ಪ್ರತಿ ಎಕರೆಗೆ 40 ಲಕ್ಷ ರೂ., ಹಾಗೂ ಖುಷ್ಕಿ ಜಮೀನಿಗೆ 30 ಲಕ್ಷ ರೂ. ನೀಡಲು ಸರ್ಕಾರ ನಿರ್ಧರಿಸಿದೆ. ಆದರೆ ಬಿಜೆಪಿಯವರು ಜನರ ದಾರಿ ತಪ್ಪಿಸುವ ಕೆಲಸ ಮಾಡುತ್ತಿದ್ದಾರೆ ಎಂದು ಆರೋಪಿಸಿದರು.: [183, 958, 325, 1151]
- story5-text-top: ಮಾಹಿತಿಯ ಆಧಾರದಲ್ಲಿ ಮಾರ್ಚ್ 14 ಮತ್ತು 15ರ ಮಧ್ಯರಾತ್ರಿ ಉರಿ ಸೆಕ್ಟರ್ ನ ಬುಚ್ಚರ್ ಪ್ರದೇಶದಲ್ಲಿ ಸೇನೆ ಮತ್ತು ಭದ್ರತಾ ಪಡೆಗಳು ಸಂಯುಕ್ತ ಕಾರ್ಯಾಚರಣೆ ನಡೆಸಿದವು ಎಂದು ಶ್ರೀನಗರದಲ್ಲಿರುವ ಚಿನಾರ್ ಕಾರ್ಪ್ಸ್ ತನ್ನ ಸಾಮಾಜಿಕ ಜಾಲತಾಣ ಖಾತೆಯಲ್ಲಿ ತಿಳಿಸಿದೆ. ಕಾರ್ಯಾಚರಣೆ ವೇಳೆ ದಟ್ಟ ಕಾಡಿನ ಪ್ರದೇಶದಲ್ಲಿ ಅನುಮಾನಾಸ್ಪದ ಚಲನವಲನ ಕಂಡುಬಂದಿದ್ದು, ಅಡಗಿಕೊಂಡಿದ್ದ ತಂಡವನ್ನು ಉಗ್ರರನ್ನು ಸೈನಿಕರು ತಕ್ಷಣ ಪತ್ತೆಹಚ್ಚಿದರು. ಈ ವೇಳೆ ಉಗ್ರ ಅಡ್ಡದಿಡ್ಡಿ ಗುಂಡಿನ ದಾಳಿ ನಡೆಸಿದ್ದಾನೆ.: [548, 592, 764, 667]
- story4-bottom-left: ದಿ.ಶೈ.ವಿಜಯೇಂದ್ರ ವಿಧಾನಸಭೆಯ ವಿರೋಧ ಪಕ್ಷದ ನಾಯಕ ಆರ್.ಅಶೋಕ್ ಅವರು, ದೇಶದ ಎಲ್ಲಾ ರಾಜ್ಯಗಳಲ್ಲೂ ಸಿಲಿಂಡರ್ ಪೂರೈಕೆ ಸುಸೂತ್ರವಾಗಿಲ್ಲ, ಕರ್ನಾಟಕದಲ್ಲಿ ಮಾತ್ರ ಏಕೆ ಎಂದು: [478, 396, 612, 445]
